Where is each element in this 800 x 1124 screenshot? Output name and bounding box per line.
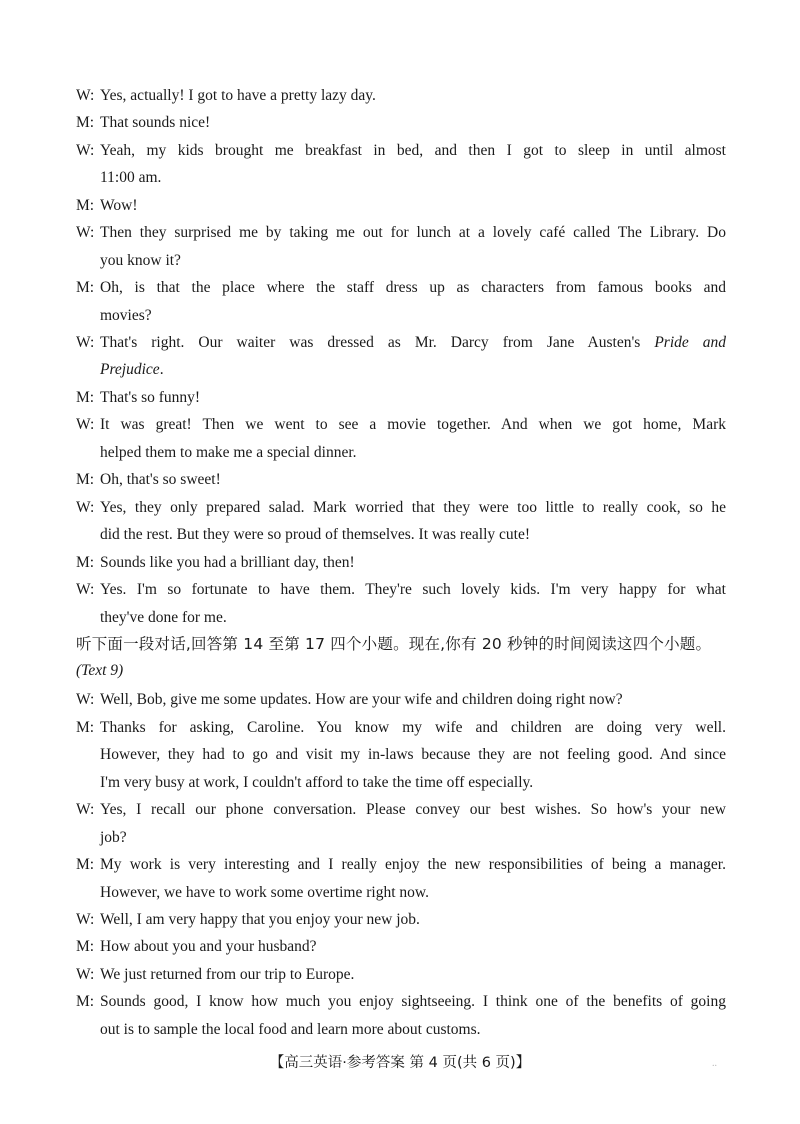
line-text: Yes, they only prepared salad. Mark worried that they were too little to really cook, so he (100, 499, 726, 516)
speaker-label: M: (76, 471, 95, 488)
speaker-label: M: (76, 993, 95, 1010)
line-text: Yes, I recall our phone conversation. Please convey our best wishes. So how's your new (100, 801, 726, 818)
dialogue-line (76, 223, 726, 243)
dialogue-line (76, 86, 726, 106)
line-text: helped them to make me a special dinner. (100, 444, 357, 461)
speaker-label: W: (76, 87, 95, 104)
line-text: That's right. Our waiter was dressed as Mr. Darcy from Jane Austen's (100, 334, 641, 351)
dialogue-line (76, 800, 726, 820)
speaker-label: W: (76, 581, 95, 598)
dialogue-line (76, 718, 726, 738)
dialogue-line (76, 141, 726, 161)
dialogue-line (76, 415, 726, 435)
dialogue-line (76, 553, 726, 573)
line-text: you know it? (100, 252, 181, 269)
book-title-italic: Prejudice (100, 361, 160, 378)
line-text: How about you and your husband? (100, 938, 317, 955)
book-title-italic: Pride and (654, 334, 727, 351)
dialogue-line-continued (100, 168, 726, 188)
page-footer: 【高三英语·参考答案 第 4 页(共 6 页)】 (269, 1055, 531, 1071)
dialogue-line (76, 333, 726, 353)
line-text: However, they had to go and visit my in-laws because they are not feeling good. And since (100, 746, 726, 763)
line-text: However, we have to work some overtime right now. (100, 884, 429, 901)
speaker-label: M: (76, 114, 95, 131)
dialogue-line (76, 278, 726, 298)
speaker-label: M: (76, 389, 95, 406)
line-text: It was great! Then we went to see a movie together. And when we got home, Mark (100, 416, 726, 433)
dialogue-line (76, 855, 726, 875)
line-text: did the rest. But they were so proud of themselves. It was really cute! (100, 526, 531, 543)
speaker-label: W: (76, 966, 95, 983)
speaker-label: M: (76, 938, 95, 955)
speaker-label: W: (76, 224, 95, 241)
dialogue-line (76, 690, 726, 710)
speaker-label: M: (76, 554, 95, 571)
line-text: Sounds good, I know how much you enjoy sightseeing. I think one of the benefits of going (100, 993, 726, 1010)
dialogue-line-continued (100, 883, 726, 903)
speaker-label: W: (76, 499, 95, 516)
dialogue-line (76, 580, 726, 600)
dialogue-line (76, 910, 726, 930)
speaker-label: M: (76, 279, 95, 296)
line-text: I'm very busy at work, I couldn't afford to take the time off especially. (100, 774, 534, 791)
dialogue-line (76, 937, 726, 957)
speaker-label: M: (76, 856, 95, 873)
line-text: 11:00 am. (100, 169, 162, 186)
line-text: That's so funny! (100, 389, 201, 406)
line-text: Wow! (100, 197, 138, 214)
dialogue-line-continued (100, 525, 726, 545)
dialogue-line-continued (100, 443, 726, 463)
dialogue-line-continued (100, 306, 726, 326)
speaker-label: M: (76, 197, 95, 214)
dialogue-line-continued (100, 1020, 726, 1040)
dialogue-line-continued (100, 773, 726, 793)
line-text: We just returned from our trip to Europe. (100, 966, 355, 983)
line-text: Then they surprised me by taking me out for lunch at a lovely café called The Library. Do (100, 224, 726, 241)
speaker-label: W: (76, 691, 95, 708)
line-text: My work is very interesting and I really enjoy the new responsibilities of being a manager. (100, 856, 726, 873)
line-text: Well, I am very happy that you enjoy your new job. (100, 911, 420, 928)
corner-mark: .. (712, 1058, 717, 1069)
speaker-label: W: (76, 911, 95, 928)
speaker-label: W: (76, 142, 95, 159)
speaker-label: W: (76, 334, 95, 351)
dialogue-line (76, 113, 726, 133)
dialogue-line-continued (100, 251, 726, 271)
section-instruction: 听下面一段对话,回答第 14 至第 17 四个小题。现在,你有 20 秒钟的时间阅读这四个小题。 (76, 635, 712, 653)
line-text: . (159, 361, 164, 378)
line-text: they've done for me. (100, 609, 227, 626)
line-text: movies? (100, 307, 152, 324)
dialogue-line (76, 470, 726, 490)
text-number-label: (Text 9) (76, 662, 124, 679)
dialogue-line-continued (100, 828, 726, 848)
dialogue-line (76, 388, 726, 408)
dialogue-line (76, 992, 726, 1012)
line-text: Sounds like you had a brilliant day, then! (100, 554, 355, 571)
dialogue-line (76, 196, 726, 216)
line-text: out is to sample the local food and learn more about customs. (100, 1021, 481, 1038)
speaker-label: W: (76, 416, 95, 433)
line-text: Oh, is that the place where the staff dress up as characters from famous books and (100, 279, 726, 296)
line-text: Yes, actually! I got to have a pretty lazy day. (100, 87, 376, 104)
line-text: That sounds nice! (100, 114, 211, 131)
dialogue-line (76, 498, 726, 518)
line-text: Yeah, my kids brought me breakfast in bed, and then I got to sleep in until almost (100, 142, 726, 159)
dialogue-line-continued (100, 608, 726, 628)
speaker-label: W: (76, 801, 95, 818)
line-text: job? (100, 829, 127, 846)
speaker-label: M: (76, 719, 95, 736)
dialogue-line-continued (100, 360, 726, 380)
dialogue-line (76, 965, 726, 985)
dialogue-line-continued (100, 745, 726, 765)
line-text: Yes. I'm so fortunate to have them. They're such lovely kids. I'm very happy for what (100, 581, 726, 598)
line-text: Well, Bob, give me some updates. How are your wife and children doing right now? (100, 691, 623, 708)
line-text: Oh, that's so sweet! (100, 471, 221, 488)
line-text: Thanks for asking, Caroline. You know my wife and children are doing very well. (100, 719, 726, 736)
